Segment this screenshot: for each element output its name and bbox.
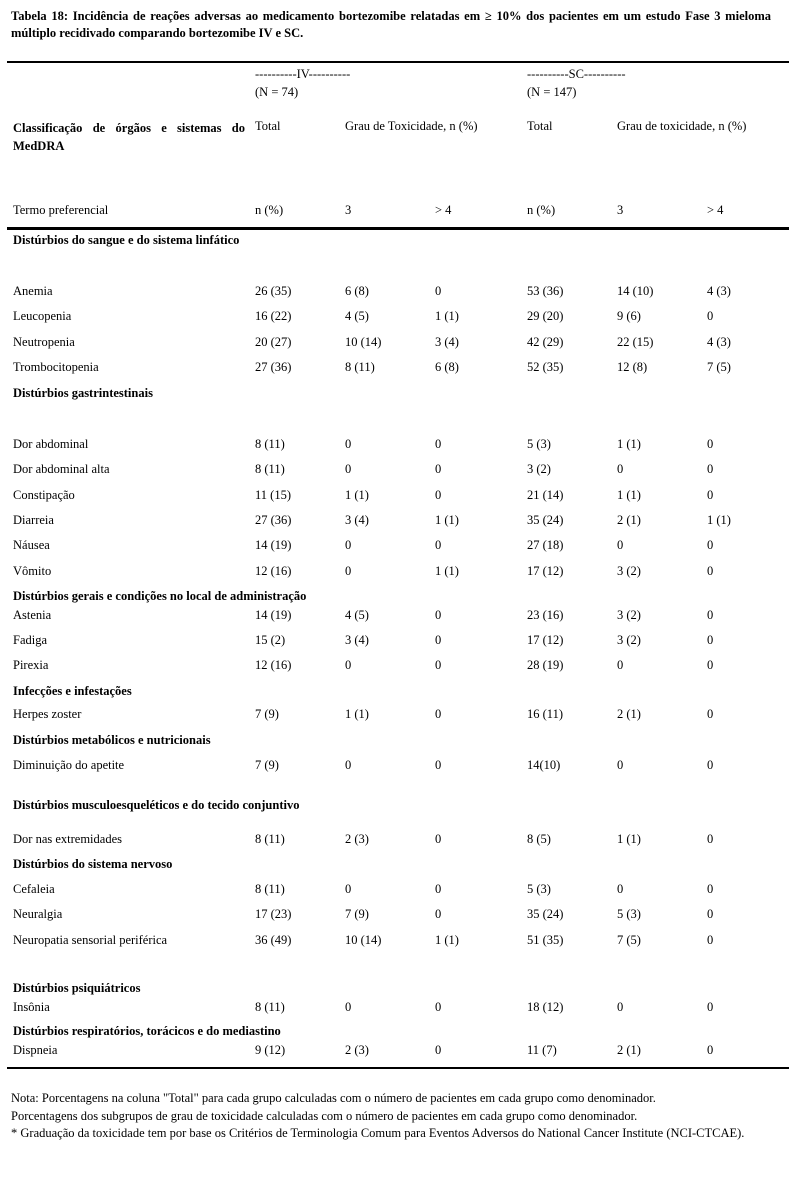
sc-g4-cell: 0 xyxy=(707,758,714,772)
sc-g3-cell: 0 xyxy=(617,882,624,896)
iv-g4-cell: 0 xyxy=(435,462,442,476)
sc-total-cell: 35 (24) xyxy=(527,907,564,921)
row-term: Neuralgia xyxy=(13,907,63,921)
iv-g4-cell: 1 (1) xyxy=(435,309,459,323)
iv-g4-cell: 0 xyxy=(435,488,442,502)
sc-total-cell: 23 (16) xyxy=(527,608,564,622)
sc-total-cell: 11 (7) xyxy=(527,1043,557,1057)
sc-g3-cell: 1 (1) xyxy=(617,437,641,451)
sc-g3-cell: 1 (1) xyxy=(617,488,641,502)
section-title: Distúrbios do sangue e do sistema linfático xyxy=(13,233,240,247)
sc-total-cell: 27 (18) xyxy=(527,538,564,552)
row-term: Dor abdominal alta xyxy=(13,462,110,476)
sc-g4-cell: 0 xyxy=(707,564,714,578)
sc-g4-cell: 0 xyxy=(707,933,714,947)
sc-g4-cell: 0 xyxy=(707,462,714,476)
iv-g4-cell: 1 (1) xyxy=(435,564,459,578)
table-notes xyxy=(11,1090,786,1143)
sc-g3-cell: 2 (1) xyxy=(617,707,641,721)
sc-g3-cell: 3 (2) xyxy=(617,564,641,578)
sc-grade-header: Grau de toxicidade, n (%) xyxy=(617,119,747,133)
sc-total-cell: 5 (3) xyxy=(527,882,551,896)
sc-g3-header: 3 xyxy=(617,203,624,217)
iv-total-cell: 36 (49) xyxy=(255,933,292,947)
iv-g3-cell: 1 (1) xyxy=(345,488,369,502)
iv-total-cell: 8 (11) xyxy=(255,437,285,451)
iv-group-n: (N = 74) xyxy=(255,85,299,99)
sc-g4-cell: 0 xyxy=(707,882,714,896)
iv-g3-cell: 0 xyxy=(345,658,352,672)
sc-g4-cell: 4 (3) xyxy=(707,335,731,349)
sc-g4-cell: 1 (1) xyxy=(707,513,731,527)
sc-g4-cell: 0 xyxy=(707,1000,714,1014)
note-line: * Graduação da toxicidade tem por base os Critérios de Terminologia Comum para Eventos Adversos do National Cancer Institute (NCI-CTCAE). xyxy=(11,1126,745,1140)
iv-g3-header: 3 xyxy=(345,203,352,217)
sc-g3-cell: 0 xyxy=(617,658,624,672)
row-term: Vômito xyxy=(13,564,52,578)
sc-g4-cell: 0 xyxy=(707,907,714,921)
row-term: Náusea xyxy=(13,538,50,552)
iv-g4-cell: 0 xyxy=(435,658,442,672)
row-term: Constipação xyxy=(13,488,75,502)
iv-g3-cell: 0 xyxy=(345,538,352,552)
sc-total-cell: 18 (12) xyxy=(527,1000,564,1014)
section-title: Distúrbios metabólicos e nutricionais xyxy=(13,733,211,747)
sc-total-cell: 5 (3) xyxy=(527,437,551,451)
sc-total-cell: 28 (19) xyxy=(527,658,564,672)
iv-total-cell: 27 (36) xyxy=(255,513,292,527)
sc-g3-cell: 2 (1) xyxy=(617,1043,641,1057)
sc-total-cell: 51 (35) xyxy=(527,933,564,947)
sc-total-cell: 8 (5) xyxy=(527,832,551,846)
iv-g3-cell: 1 (1) xyxy=(345,707,369,721)
header-rule xyxy=(7,227,789,230)
sc-g4-cell: 0 xyxy=(707,538,714,552)
row-term: Diminuição do apetite xyxy=(13,758,125,772)
iv-total-cell: 7 (9) xyxy=(255,758,279,772)
row-term: Dispneia xyxy=(13,1043,58,1057)
section-title: Distúrbios psiquiátricos xyxy=(13,981,141,995)
sc-total-cell: 29 (20) xyxy=(527,309,564,323)
sc-group-label: ----------SC---------- xyxy=(527,67,626,81)
iv-total-cell: 27 (36) xyxy=(255,360,292,374)
iv-g3-cell: 0 xyxy=(345,758,352,772)
row-term: Diarreia xyxy=(13,513,54,527)
sc-total-cell: 53 (36) xyxy=(527,284,564,298)
iv-g4-cell: 0 xyxy=(435,882,442,896)
iv-total-header: Total xyxy=(255,119,281,133)
top-rule xyxy=(7,61,789,63)
sc-g3-cell: 3 (2) xyxy=(617,633,641,647)
iv-g3-cell: 0 xyxy=(345,437,352,451)
iv-g4-cell: 6 (8) xyxy=(435,360,459,374)
iv-g4-cell: 0 xyxy=(435,707,442,721)
iv-g3-cell: 3 (4) xyxy=(345,513,369,527)
iv-g4-cell: 0 xyxy=(435,758,442,772)
section-title: Distúrbios gastrintestinais xyxy=(13,386,153,400)
section-title: Distúrbios do sistema nervoso xyxy=(13,857,173,871)
sc-total-cell: 17 (12) xyxy=(527,633,564,647)
sc-g4-cell: 0 xyxy=(707,633,714,647)
iv-total-cell: 12 (16) xyxy=(255,658,292,672)
iv-total-cell: 14 (19) xyxy=(255,538,292,552)
sc-total-cell: 35 (24) xyxy=(527,513,564,527)
sc-total-cell: 52 (35) xyxy=(527,360,564,374)
row-term: Neuropatia sensorial periférica xyxy=(13,933,168,947)
bottom-rule xyxy=(7,1067,789,1069)
iv-group-label: ----------IV---------- xyxy=(255,67,351,81)
iv-g3-cell: 2 (3) xyxy=(345,832,369,846)
section-title: Infecções e infestações xyxy=(13,684,132,698)
sc-g4-cell: 0 xyxy=(707,309,714,323)
sc-g3-cell: 0 xyxy=(617,538,624,552)
sc-g3-cell: 2 (1) xyxy=(617,513,641,527)
iv-g4-cell: 0 xyxy=(435,1000,442,1014)
iv-total-cell: 16 (22) xyxy=(255,309,292,323)
sc-g4-header: > 4 xyxy=(707,203,724,217)
row-term: Dor nas extremidades xyxy=(13,832,122,846)
iv-total-cell: 8 (11) xyxy=(255,832,285,846)
sc-g3-cell: 0 xyxy=(617,1000,624,1014)
term-header: Termo preferencial xyxy=(13,203,109,217)
sc-g4-cell: 0 xyxy=(707,437,714,451)
sc-total-cell: 21 (14) xyxy=(527,488,564,502)
soc-header: Classificação de órgãos e sistemas do MedDRA xyxy=(13,121,245,153)
sc-g3-cell: 1 (1) xyxy=(617,832,641,846)
row-term: Pirexia xyxy=(13,658,49,672)
iv-total-cell: 26 (35) xyxy=(255,284,292,298)
sc-g4-cell: 7 (5) xyxy=(707,360,731,374)
iv-g3-cell: 0 xyxy=(345,564,352,578)
sc-g4-cell: 0 xyxy=(707,608,714,622)
iv-total-cell: 9 (12) xyxy=(255,1043,286,1057)
sc-npct-header: n (%) xyxy=(527,203,556,217)
iv-total-cell: 12 (16) xyxy=(255,564,292,578)
iv-g4-cell: 0 xyxy=(435,284,442,298)
iv-g3-cell: 0 xyxy=(345,1000,352,1014)
iv-total-cell: 14 (19) xyxy=(255,608,292,622)
iv-g4-cell: 0 xyxy=(435,832,442,846)
sc-g4-cell: 0 xyxy=(707,488,714,502)
iv-g4-cell: 0 xyxy=(435,1043,442,1057)
sc-total-cell: 3 (2) xyxy=(527,462,551,476)
iv-g4-header: > 4 xyxy=(435,203,452,217)
note-line: Porcentagens dos subgrupos de grau de toxicidade calculadas com o número de pacientes em cada grupo como denominador. xyxy=(11,1108,638,1123)
row-term: Astenia xyxy=(13,608,52,622)
iv-total-cell: 20 (27) xyxy=(255,335,292,349)
iv-g3-cell: 10 (14) xyxy=(345,335,382,349)
iv-total-cell: 11 (15) xyxy=(255,488,291,502)
row-term: Herpes zoster xyxy=(13,707,82,721)
sc-g3-cell: 12 (8) xyxy=(617,360,648,374)
iv-g4-cell: 1 (1) xyxy=(435,933,459,947)
sc-total-cell: 14(10) xyxy=(527,758,561,772)
iv-total-cell: 7 (9) xyxy=(255,707,279,721)
table-caption: Tabela 18: Incidência de reações adversas ao medicamento bortezomibe relatadas em ≥ 10% dos pacientes em um estudo Fase 3 mieloma múltiplo recidivado comparando bortezomibe IV e SC. xyxy=(11,9,771,40)
section-title: Distúrbios musculoesqueléticos e do tecido conjuntivo xyxy=(13,798,300,812)
iv-total-cell: 17 (23) xyxy=(255,907,292,921)
iv-g4-cell: 0 xyxy=(435,437,442,451)
iv-g4-cell: 3 (4) xyxy=(435,335,459,349)
iv-g4-cell: 1 (1) xyxy=(435,513,459,527)
iv-g4-cell: 0 xyxy=(435,538,442,552)
iv-g4-cell: 0 xyxy=(435,633,442,647)
iv-g3-cell: 8 (11) xyxy=(345,360,375,374)
note-line: Nota: Porcentagens na coluna "Total" para cada grupo calculadas com o número de pacientes em cada grupo como denominador. xyxy=(11,1091,656,1105)
iv-grade-header: Grau de Toxicidade, n (%) xyxy=(345,119,478,133)
sc-g3-cell: 0 xyxy=(617,462,624,476)
row-term: Dor abdominal xyxy=(13,437,89,451)
iv-g3-cell: 10 (14) xyxy=(345,933,382,947)
iv-g4-cell: 0 xyxy=(435,608,442,622)
iv-total-cell: 15 (2) xyxy=(255,633,286,647)
iv-g3-cell: 0 xyxy=(345,462,352,476)
sc-total-cell: 17 (12) xyxy=(527,564,564,578)
sc-total-cell: 16 (11) xyxy=(527,707,563,721)
sc-g4-cell: 0 xyxy=(707,707,714,721)
row-term: Neutropenia xyxy=(13,335,75,349)
row-term: Trombocitopenia xyxy=(13,360,99,374)
section-title: Distúrbios respiratórios, torácicos e do mediastino xyxy=(13,1024,281,1038)
row-term: Leucopenia xyxy=(13,309,72,323)
sc-g4-cell: 0 xyxy=(707,658,714,672)
iv-g3-cell: 3 (4) xyxy=(345,633,369,647)
sc-g4-cell: 0 xyxy=(707,832,714,846)
sc-total-cell: 42 (29) xyxy=(527,335,564,349)
row-term: Anemia xyxy=(13,284,53,298)
sc-g3-cell: 3 (2) xyxy=(617,608,641,622)
sc-group-n: (N = 147) xyxy=(527,85,577,99)
iv-g3-cell: 4 (5) xyxy=(345,608,369,622)
iv-g3-cell: 0 xyxy=(345,882,352,896)
sc-g3-cell: 9 (6) xyxy=(617,309,641,323)
row-term: Insônia xyxy=(13,1000,50,1014)
iv-total-cell: 8 (11) xyxy=(255,462,285,476)
row-term: Fadiga xyxy=(13,633,48,647)
iv-g3-cell: 6 (8) xyxy=(345,284,369,298)
iv-g3-cell: 7 (9) xyxy=(345,907,369,921)
iv-g3-cell: 2 (3) xyxy=(345,1043,369,1057)
iv-npct-header: n (%) xyxy=(255,203,284,217)
sc-total-header: Total xyxy=(527,119,553,133)
section-title: Distúrbios gerais e condições no local de administração xyxy=(13,589,307,603)
sc-g4-cell: 4 (3) xyxy=(707,284,731,298)
iv-g4-cell: 0 xyxy=(435,907,442,921)
iv-total-cell: 8 (11) xyxy=(255,1000,285,1014)
sc-g3-cell: 5 (3) xyxy=(617,907,641,921)
sc-g3-cell: 14 (10) xyxy=(617,284,654,298)
sc-g3-cell: 0 xyxy=(617,758,624,772)
row-term: Cefaleia xyxy=(13,882,55,896)
iv-total-cell: 8 (11) xyxy=(255,882,285,896)
sc-g3-cell: 7 (5) xyxy=(617,933,641,947)
iv-g3-cell: 4 (5) xyxy=(345,309,369,323)
sc-g4-cell: 0 xyxy=(707,1043,714,1057)
sc-g3-cell: 22 (15) xyxy=(617,335,654,349)
